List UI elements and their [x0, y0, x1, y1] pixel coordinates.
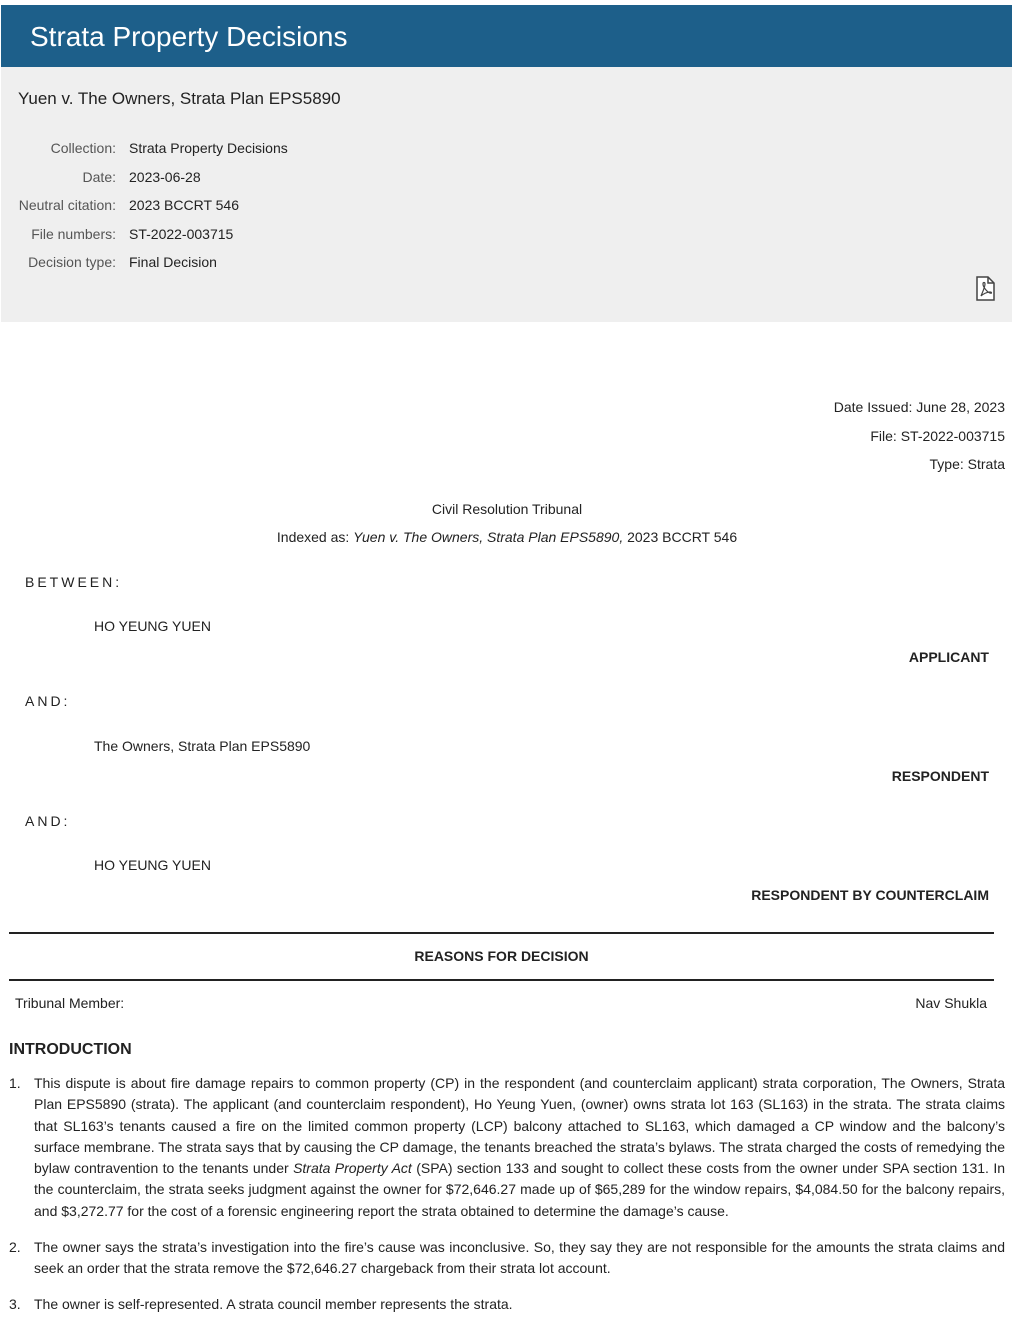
statute-name: Strata Property Act — [293, 1160, 412, 1177]
paragraph — [9, 1294, 1005, 1315]
meta-value: ST-2022-003715 — [129, 226, 234, 242]
site-header — [1, 5, 1012, 67]
meta-label: Decision type: — [28, 254, 116, 270]
role-applicant: APPLICANT — [908, 649, 989, 665]
paragraph-number: 2. — [9, 1239, 21, 1255]
tribunal-member-label: Tribunal Member: — [15, 995, 125, 1011]
paragraph-text — [9, 1073, 1005, 1222]
tribunal-member-name: Nav Shukla — [915, 995, 987, 1011]
case-metadata-panel — [1, 67, 1012, 322]
meta-label: File numbers: — [31, 226, 116, 242]
paragraph-text: The owner is self-represented. A strata council member represents the strata. — [34, 1296, 513, 1312]
case-title: Yuen v. The Owners, Strata Plan EPS5890 — [18, 89, 341, 108]
divider — [9, 979, 994, 981]
between-label: BETWEEN: — [25, 574, 123, 590]
meta-value: 2023 BCCRT 546 — [129, 197, 239, 213]
meta-label: Date: — [82, 169, 116, 185]
indexed-prefix: Indexed as: — [276, 529, 354, 545]
meta-label: Neutral citation: — [18, 197, 116, 213]
reasons-heading: REASONS FOR DECISION — [414, 948, 589, 964]
tribunal-name: Civil Resolution Tribunal — [431, 501, 583, 517]
and-label: AND: — [25, 813, 71, 829]
date-issued: Date Issued: June 28, 2023 — [833, 399, 1005, 415]
pdf-file-icon[interactable] — [974, 276, 996, 302]
party-respondent: The Owners, Strata Plan EPS5890 — [94, 738, 311, 754]
paragraph-text: The owner says the strata’s investigation into the fire’s cause was inconclusive. So, they say they are not responsible for the amounts the strata claims and seek an order that the strata remove the $72,646.27 chargeback from their strata lot account. — [34, 1239, 1005, 1277]
and-label: AND: — [25, 693, 71, 709]
party-counterclaim-respondent: HO YEUNG YUEN — [94, 857, 211, 873]
role-respondent: RESPONDENT — [891, 768, 989, 784]
indexed-as — [0, 528, 1014, 546]
meta-value: 2023-06-28 — [129, 169, 201, 185]
meta-value: Strata Property Decisions — [129, 140, 288, 156]
party-applicant: HO YEUNG YUEN — [94, 618, 211, 634]
file-number: File: ST-2022-003715 — [870, 428, 1005, 444]
paragraph — [9, 1237, 1005, 1280]
introduction-heading: INTRODUCTION — [9, 1041, 132, 1058]
paragraph-text-part: (SPA) section 133 and sought to collect these costs from the owner under SPA section 131. In the counterclaim, the strata seeks judgment against the owner for $72,646.27 made up of $65,289 for the window repairs, $4,084.50 for the balcony repairs, and $3,272.77 for the cost of a forensic engineering report the strata obtained to determine the damage’s cause. — [34, 1160, 1006, 1219]
role-counterclaim-respondent: RESPONDENT BY COUNTERCLAIM — [751, 887, 989, 903]
indexed-citation: 2023 BCCRT 546 — [623, 529, 738, 545]
meta-value: Final Decision — [129, 254, 217, 270]
paragraph — [9, 1073, 1005, 1222]
divider — [9, 932, 994, 934]
paragraph-number: 3. — [9, 1296, 21, 1312]
paragraph-number: 1. — [9, 1075, 21, 1091]
site-title[interactable]: Strata Property Decisions — [30, 21, 348, 52]
paragraph-text-part: This dispute is about fire damage repairs to common property (CP) in the respondent (and counterclaim applicant) strata corporation, The Owners, Strata Plan EPS5890 (strata). The applicant (and counterclaim respondent), Ho Yeung Yuen, (owner) owns strata lot 163 (SL163) in the strata. The strata claims that SL163’s tenants caused a fire on the limited common property (LCP) balcony attached to SL163, which damaged a CP window and the balcony’s surface membrane. The strata says that by causing the CP damage, the tenants breached the strata’s bylaws. The strata charged the costs of remedying the bylaw contravention to the tenants under — [34, 1075, 1005, 1177]
decision-type: Type: Strata — [929, 456, 1005, 472]
indexed-case-name: Yuen v. The Owners, Strata Plan EPS5890, — [353, 529, 624, 545]
meta-label: Collection: — [50, 140, 116, 156]
